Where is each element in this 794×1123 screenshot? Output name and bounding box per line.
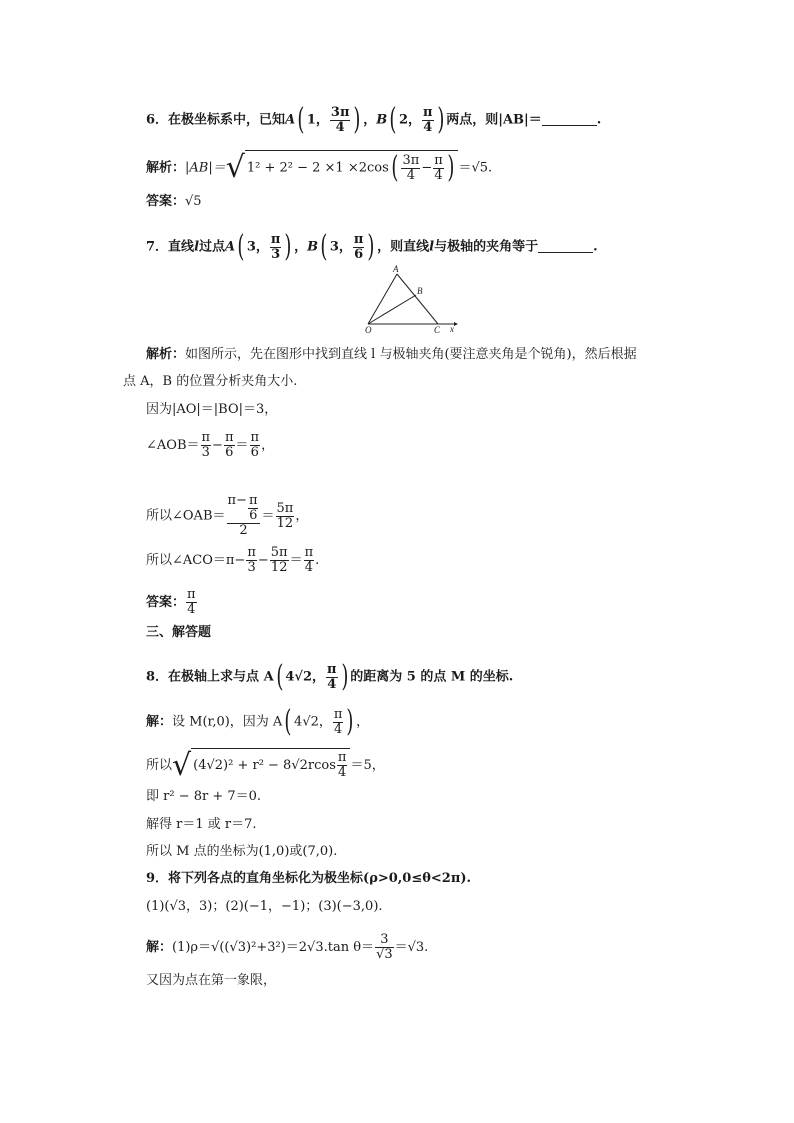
fraction: $\frac{\pi}{4}$ [187,587,196,617]
fraction: $\frac{\pi}{6}$ [250,430,260,460]
radical-sign: √ [172,747,192,783]
fraction: $\frac{\pi}{3}$ [247,545,256,575]
fraction: $\frac{\pi}{6}$ [353,231,364,262]
fraction: $\frac{\pi}{3}$ [270,231,281,262]
q7-solution-line3: 因为|AO|＝|BO|＝3， [146,402,278,417]
q7-solution-line1: 解析：如图所示，先在图形中找到直线 l 与极轴夹角(要注意夹角是个锐角)，然后根据 [146,347,637,362]
segment-oa [368,274,397,324]
label-b: B [417,286,423,296]
fraction: $\frac{3}{√3}$ [376,932,393,962]
fraction: $\frac{\pi}{4}$ [304,545,314,575]
q7-aco-line: 所以∠ACO＝π− $\frac{\pi}{3}$ − $\frac{5\pi}{12}$ ＝ $\frac{\pi}{4}$ . [146,545,320,575]
segment-ac [397,274,438,324]
question-7: 7．直线l过点A( 3， $\frac{\pi}{3}$ ) ，B( 3， $\frac{\pi}{6}$ ) ，则直线l与极轴的夹角等于 . [146,229,598,264]
q6-solution: 解析：|AB|＝√ 1² + 2² − 2 ×1 ×2cos( $\frac{3\pi}{4}$ − $\frac{\pi}{4}$ ) ＝√5. [146,150,493,185]
question-8: 8．在极轴上求与点 A( 4√2， $\frac{\pi}{4}$ ) 的距离为 5 的点 M 的坐标. [146,659,514,694]
segment-ob [368,295,416,324]
q8-solution-line5: 所以 M 点的坐标为(1,0)或(7,0). [146,844,338,859]
radical-sign: √ [225,150,245,185]
fraction: $\frac{3\pi}{4}$ [402,152,420,183]
question-6: 6．在极坐标系中，已知A( 1， $\frac{3\pi}{4}$ ) ，B( 2， $\frac{\pi}{4}$ ) 两点，则|AB|＝ . [146,102,602,137]
q8-solution-line1: 解：设 M(r,0)，因为 A( 4√2， $\frac{\pi}{4}$ ) ， [146,704,370,739]
answer-blank [538,240,593,253]
axis-arrow [454,322,458,326]
fraction: $\frac{\pi}{4}$ [337,750,347,780]
triangle-figure [362,262,462,334]
q9-solution-line2: 又因为点在第一象限， [146,973,277,988]
label-c: C [434,325,441,334]
question-9-points: (1)(√3，3)；(2)(−1，−1)；(3)(−3,0). [146,899,383,914]
q8-solution-line2: 所以√ (4√2)² + r² − 8√2rcos $\frac{\pi}{4}$ ＝5， [146,747,385,783]
answer-blank [542,113,597,126]
fraction: $\frac{3\pi}{4}$ [330,104,350,135]
label-o: O [365,325,372,334]
q7-answer: 答案： $\frac{\pi}{4}$ [146,587,196,617]
fraction: $\frac{5\pi}{12}$ [270,545,288,575]
q7-solution-line2: 点 A，B 的位置分析夹角大小. [123,374,298,389]
fraction: $\frac{\pi}{4}$ [422,104,433,135]
label-a: A [393,264,399,274]
fraction: $\frac{\pi}{6}$ [224,430,234,460]
q7-oab-line: 所以∠OAB＝ π− $\frac{\pi}{6}$ 2 ＝ $\frac{5\pi}{12}$ ， [146,493,309,538]
fraction: $\frac{\pi}{6}$ [248,493,258,523]
q8-solution-line4: 解得 r＝1 或 r＝7. [146,817,257,832]
q8-solution-line3: 即 r² − 8r + 7＝0. [146,789,262,804]
q9-solution-line1: 解：(1)ρ＝√((√3)²+3²)＝2√3.tan θ＝ $\frac{3}{√3}$ ＝√3. [146,932,429,962]
fraction: $\frac{\pi}{4}$ [327,661,337,692]
label-x: x [450,324,454,334]
fraction: $\frac{\pi}{4}$ [434,152,443,183]
question-9: 9．将下列各点的直角坐标化为极坐标(ρ>0,0≤θ<2π). [146,871,472,886]
q7-aob-line: ∠AOB＝ $\frac{\pi}{3}$ − $\frac{\pi}{6}$ ＝ $\frac{\pi}{6}$ ， [146,430,275,460]
fraction: $\frac{\pi}{3}$ [201,430,211,460]
fraction: $\frac{5\pi}{12}$ [276,500,294,531]
compound-fraction: π− $\frac{\pi}{6}$ 2 [227,494,261,538]
fraction: $\frac{\pi}{4}$ [333,706,343,737]
section-heading: 三、解答题 [146,625,212,640]
q6-answer: 答案：√5 [146,194,202,209]
